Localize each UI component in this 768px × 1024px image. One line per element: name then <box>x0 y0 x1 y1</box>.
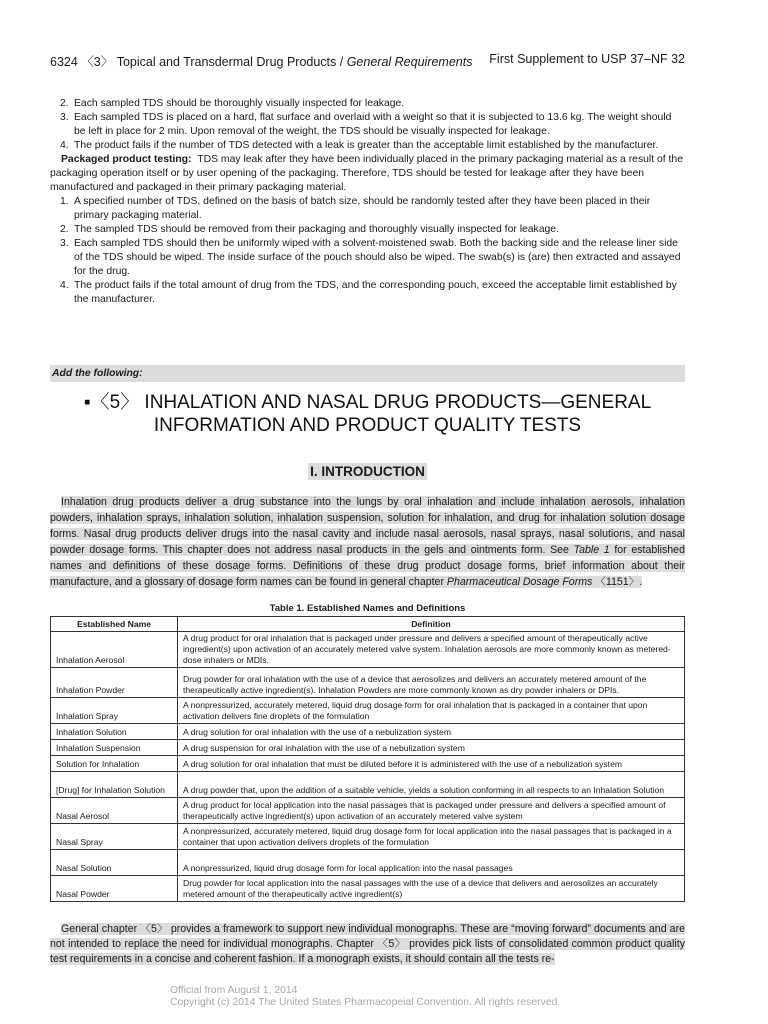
table-header-row <box>51 617 685 632</box>
table-row: Nasal Solution A nonpressurized, liquid drug dosage form for local application into the nasal passages <box>51 850 685 876</box>
chapter-ref-link: Pharmaceutical Dosage Forms <box>446 576 593 588</box>
intro-paragraph: Inhalation drug products deliver a drug substance into the lungs by oral inhalation and include inhalation aerosols, inhalation powders, inhalation sprays, inhalation solution, inhalation suspension, solution for inhalation, and drug for inhalation solution dosage forms. Nasal drug products deliver drugs into the nasal cavity and include nasal aerosols, nasal sprays, nasal solutions, and nasal powder dosage forms. This chapter does not address nasal products in the gels and ointments form. See Table 1 for established names and definitions of these dosage forms. Definitions of these drug product dosage forms, brief information about their manufacture, and a glossary of dosage form names can be found in general chapter Pharmaceutical Dosage Forms 〈1151〉. <box>50 496 685 588</box>
footer-official-date: Official from August 1, 2014 <box>170 985 298 996</box>
list-item: 1. A specified number of TDS, defined on the basis of batch size, should be randomly tested after they have been placed in their primary packaging material. <box>60 196 651 221</box>
list-item: 4. The product fails if the total amount of drug from the TDS, and the corresponding pouch, exceed the acceptable limit established by the manufacturer. <box>60 280 677 305</box>
table-row: Inhalation Powder Drug powder for oral inhalation with the use of a device that aerosolizes and delivers an accurately metered amount of the therapeutically active ingredient(s). Inhalation Powders are more commonly known as dry powder inhalers or DPIs. <box>51 668 685 698</box>
packaged-list <box>50 195 685 307</box>
table-row: Inhalation Aerosol A drug product for oral inhalation that is packaged under pressure and delivers a specified amount of therapeutically active ingredient(s) upon activation of an accurately metered valve system. Inhalation aerosols are more commonly known as metered-dose inhalers or MDIs. <box>51 632 685 668</box>
packaged-paragraph: Packaged product testing: TDS may leak after they have been individually placed in the primary packaging material as a result of the packaging operation itself or by user opening of the packaging. Therefore, TDS should be tested for leakage after they have been manufactured and packaged in their primary packaging material. <box>50 154 683 193</box>
list-item: 3. Each sampled TDS should then be uniformly wiped with a solvent-moistened swab. Both the backing side and the release liner side of the TDS should be wiped. The inside surface of the pouch should also be wiped. The swab(s) is (are) then extracted and assayed for the drug. <box>60 238 681 277</box>
copyright-footer <box>170 985 560 1009</box>
table-caption: Table 1. Established Names and Definitions <box>269 603 466 614</box>
header-definition: Definition <box>178 617 685 632</box>
list-item: 3. Each sampled TDS is placed on a hard, flat surface and overlaid with a weight so that it is subjected to 13.6 kg. The weight should be left in place for 2 min. Upon removal of the weight, the TDS should be visually inspected for leakage. <box>60 112 672 137</box>
header-left <box>50 52 472 70</box>
table-ref: Table 1 <box>573 544 610 556</box>
table-row: Inhalation Spray A nonpressurized, accurately metered, liquid drug dosage form for oral inhalation that is packaged in a container that upon activation delivers fine droplets of the formulation <box>51 698 685 724</box>
table-row: Nasal Spray A nonpressurized, accurately metered, liquid drug dosage form for local application into the nasal passages that is packaged in a container that upon activation delivers droplets of the formulation <box>51 824 685 850</box>
section-title: I. INTRODUCTION <box>310 464 425 479</box>
list-item: 2. Each sampled TDS should be thoroughly visually inspected for leakage. <box>60 98 405 109</box>
packaged-title: Packaged product testing: <box>61 154 192 165</box>
list-item: 4. The product fails if the number of TDS detected with a leak is greater than the acceptable limit established by the manufacturer. <box>60 140 659 151</box>
leak-test-continued <box>50 97 685 307</box>
header-supplement: First Supplement to USP 37–NF 32 <box>489 52 685 66</box>
table-row: Inhalation Suspension A drug suspension for oral inhalation with the use of a nebulization system <box>51 740 685 756</box>
top-list <box>50 97 685 153</box>
chapter-title <box>50 391 685 437</box>
header-chapter-ref: 〈3〉 Topical and Transdermal Drug Products / <box>81 55 344 69</box>
table-row: Solution for Inhalation A drug solution for oral inhalation that must be diluted before it is administered with the use of a nebulization system <box>51 756 685 772</box>
header-chapter-ref-italic: General Requirements <box>346 55 473 69</box>
list-item: 2. The sampled TDS should be removed from their packaging and thoroughly visually inspected for leakage. <box>60 224 559 235</box>
chapter-title-line2: INFORMATION AND PRODUCT QUALITY TESTS <box>153 415 582 436</box>
table-row: Inhalation Solution A drug solution for oral inhalation with the use of a nebulization system <box>51 724 685 740</box>
footer-copyright: Copyright (c) 2014 The United States Pharmacopeial Convention. All rights reserved. <box>170 997 561 1008</box>
table-row: Nasal Powder Drug powder for local application into the nasal passages with the use of a device that delivers and aerosolizes an accurately metered amount of the therapeutically active ingredient(s) <box>51 876 685 902</box>
page-header <box>50 52 685 70</box>
table-row: [Drug] for Inhalation Solution A drug powder that, upon the addition of a suitable vehicle, yields a solution conforming in all respects to an Inhalation Solution <box>51 772 685 798</box>
names-definitions-table <box>50 616 685 902</box>
section-heading <box>50 464 685 479</box>
closing-paragraph: General chapter 〈5〉 provides a framework to support new individual monographs. These are “moving forward” documents and are not intended to replace the need for individual monographs. Chapter 〈5〉 provides pick lists of consolidated common product quality test requirements in a concise and coherent fashion. If a monograph exists, it should contain all the tests re- <box>50 923 685 965</box>
chapter-title-line1: ▪〈5〉 INHALATION AND NASAL DRUG PRODUCTS—GENERAL <box>83 392 652 413</box>
header-established-name: Established Name <box>51 617 178 632</box>
add-following-bar: Add the following: <box>50 365 685 382</box>
page-number: 6324 <box>50 55 78 69</box>
table-row: Nasal Aerosol A drug product for local application into the nasal passages that is packaged under pressure and delivers a specified amount of therapeutically active ingredient(s) upon activation of an accurately metered valve system <box>51 798 685 824</box>
